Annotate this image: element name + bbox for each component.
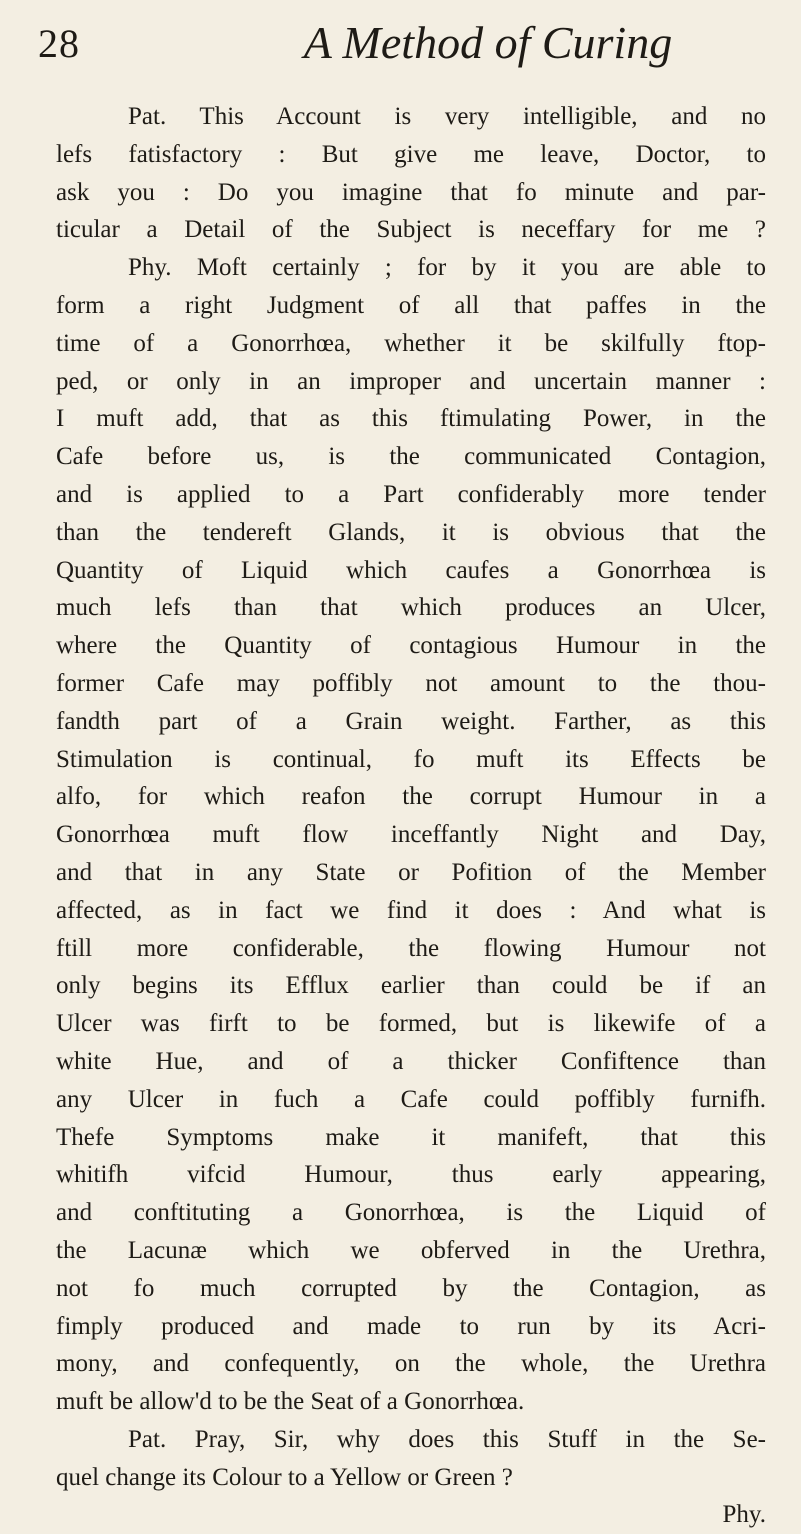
text-line-30: and conftituting a Gonorrhœa, is the Liquid of [56,1199,766,1227]
running-title: A Method of Curing [303,17,673,68]
text-line-31: the Lacunæ which we obferved in the Urethra, [56,1236,766,1264]
text-line-26: white Hue, and of a thicker Confiftence than [56,1047,766,1075]
text-line-16: former Cafe may poffibly not amount to the thou- [56,669,766,697]
text-line-3: ask you : Do you imagine that fo minute and par- [56,178,766,206]
text-line-13: Quantity of Liquid which caufes a Gonorrhœa is [56,556,766,584]
text-line-32: not fo much corrupted by the Contagion, as [56,1274,766,1302]
text-line-10: Cafe before us, is the communicated Contagion, [56,443,766,471]
text-line-23: ftill more confiderable, the flowing Humour not [56,934,766,962]
text-line-22: affected, as in fact we find it does : And what is [56,896,766,924]
text-line-37: quel change its Colour to a Yellow or Green ? [56,1463,513,1491]
text-line-6: form a right Judgment of all that paffes in the [56,291,766,319]
text-line-18: Stimulation is continual, fo muft its Effects be [56,745,766,773]
body-text [56,98,766,1534]
text-line-9: I muft add, that as this ftimulating Power, in the [56,405,766,433]
text-line-15: where the Quantity of contagious Humour in the [56,632,766,660]
text-line-27: any Ulcer in fuch a Cafe could poffibly furnifh. [56,1085,766,1113]
text-line-24: only begins its Efflux earlier than could be if an [56,972,766,1000]
text-line-36: Pat. Pray, Sir, why does this Stuff in the Se- [128,1425,766,1453]
page-number: 28 [38,21,80,66]
text-line-25: Ulcer was firft to be formed, but is likewife of a [56,1010,766,1038]
text-line-2: lefs fatisfactory : But give me leave, Doctor, to [56,140,766,168]
catchword: Phy. [722,1501,766,1529]
text-line-4: ticular a Detail of the Subject is neceffary for me ? [56,216,766,244]
text-line-11: and is applied to a Part confiderably more tender [56,480,766,508]
text-line-34: mony, and confequently, on the whole, the Urethra [56,1350,766,1378]
text-line-17: fandth part of a Grain weight. Farther, as this [56,707,766,735]
text-line-7: time of a Gonorrhœa, whether it be skilfully ftop- [56,329,766,357]
text-line-19: alfo, for which reafon the corrupt Humour in a [56,783,766,811]
text-line-20: Gonorrhœa muft flow inceffantly Night and Day, [56,821,766,849]
text-line-28: Thefe Symptoms make it manifeft, that this [56,1123,766,1151]
text-line-21: and that in any State or Pofition of the Member [56,858,766,886]
text-line-35: muft be allow'd to be the Seat of a Gonorrhœa. [56,1388,525,1416]
page-header [38,12,778,84]
text-line-12: than the tendereft Glands, it is obvious that the [56,518,766,546]
text-line-14: much lefs than that which produces an Ulcer, [56,594,766,622]
text-line-29: whitifh vifcid Humour, thus early appearing, [56,1161,766,1189]
text-line-1: Pat. This Account is very intelligible, and no [128,103,766,130]
text-line-8: ped, or only in an improper and uncertain manner : [56,367,766,395]
text-line-33: fimply produced and made to run by its Acri- [56,1312,766,1340]
text-line-5: Phy. Moft certainly ; for by it you are able to [128,254,766,282]
